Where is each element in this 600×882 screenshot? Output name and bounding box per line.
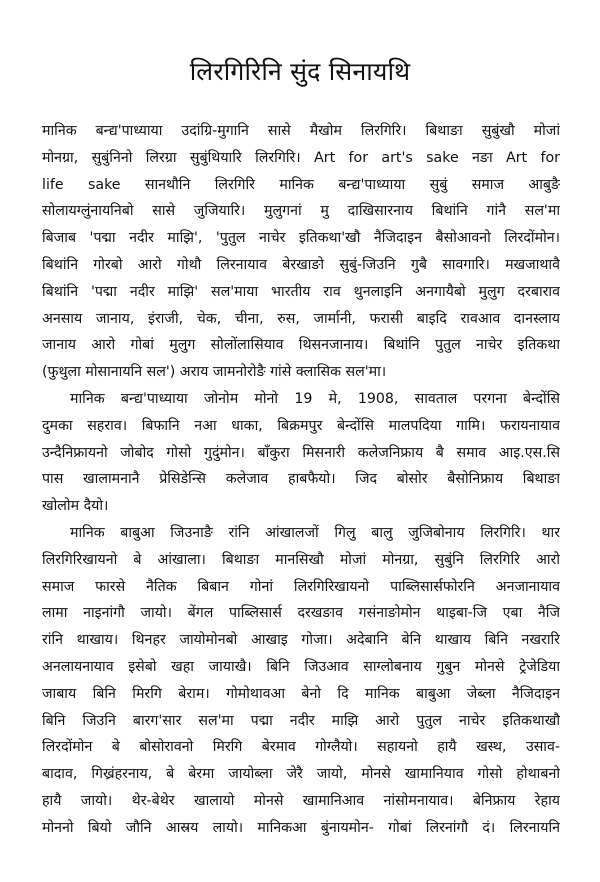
text-line: बिनि जिउनि बारग'सार सल'मा पद्मा नदीर माझि आरो पुतुल नाचेर इतिकथाखौ [42, 712, 560, 729]
text-line: सोलायग्लुंनायनिबो सासे जुजियारि। मुलुगनां मु दाखिसारनाय बिथांनि गांनै सल'मा [42, 203, 560, 220]
text-line: बिथांनि 'पद्मा नदीर माझि' सल'माया भारतीय राव थुनलाइनि अनगायैबो मुलुग दरबाराव [42, 283, 560, 300]
text-line: लिरगिरिखायनो बे आंखाला। बिथाङा मानसिखौ मोजां मोनग्रा, सुबुंनि लिरगिरि आरो [42, 551, 560, 568]
text-line: life sake सानथौनि लिरगिरि मानिक बन्द्य'पाध्याया सुबुं समाज आबुङै [42, 176, 560, 193]
paragraph [42, 520, 560, 842]
text-line: पास खालामनानै प्रेसिडेन्सि कलेजाव हाबफैयो। जिद बोसोर बैसोनिफ्राय बिथाङा [42, 471, 560, 488]
text-line: मानिक बाबुआ जिउनाङै रांनि आंखालजों गिलु बालु जुजिबोनाय लिरगिरि। थार [70, 524, 560, 541]
text-line: मानिक बन्द्य'पाध्याया जोनोम मोनो 19 मे, 1908, सावताल परगना बेन्दोंसि [70, 390, 560, 407]
text-line: खोलोम दैयो। [42, 498, 109, 515]
text-line: लामा नाइनांगौ जायो। बेंगल पाब्लिसार्स दरखङाव गसंनाङोमोन थाइबा-जि एबा नैजि [42, 605, 560, 622]
document-body [42, 118, 560, 842]
text-line: बिथांनि गोरबो आरो गोथौ लिरनायाव बेरखाङो सुबुं-जिउनि गुबै सावगारि। मखजाथावै [42, 256, 560, 273]
text-line: समाज फारसे नैतिक बिबान गोनां लिरगिरिखायनो पाब्लिसार्सफोरनि अनजानायाव [42, 578, 560, 595]
text-line: मोननो बियो जौनि आस्रय लायो। मानिकआ बुंनायमोन- गोबां लिरनांगौ दं। लिरनायनि [42, 819, 560, 836]
text-line: बादाव, गिख्रंहरनाय, बे बेरमा जायोब्ला जेरै जायो, मोनसे खामानियाव गोसो होथाबनो [42, 766, 560, 783]
text-line: दुमका सहराव। बिफानि नआ धाका, बिक्रमपुर बेन्दोंसि मालपदिया गामि। फरायनायाव [42, 417, 560, 434]
text-line: मोनग्रा, सुबुंनिनो लिरग्रा सुबुंथियारि लिरगिरि। Art for art's sake नङा Art for [42, 149, 560, 166]
paragraph [42, 118, 560, 386]
text-line: जानाय आरो गोबां मुलुग सोलोंलासियाव थिसनजानाय। बिथांनि पुतुल नाचेर इतिकथा [42, 337, 560, 354]
text-line: अनलायनायाव इसेबो खहा जायाखै। बिनि जिउआव साग्लोबनाय गुबुन मोनसे ट्रेजेडिया [42, 658, 560, 675]
text-line: रांनि थाखाय। थिनहर जायोमोनबो आखाइ गोजा। अदेबानि बेनि थाखाय बिनि नखरारि [42, 632, 560, 649]
paragraph [42, 386, 560, 520]
page-title: लिरगिरिनि सुंद सिनायथि [189, 57, 411, 86]
text-line: उन्दैनिफ्रायनो जोबोद गोसो गुदुंमोन। बाँकुरा मिसनारी कलेजनिफ्राय बै समाव आइ.एस.सि [42, 444, 560, 461]
text-line: (फुथुला मोसानायनि सल') अराय जामनोरोङै गांसे क्लासिक सल'मा। [42, 364, 387, 381]
text-line: हायै जायो। थेर-बेथेर खालायो मोनसे खामानिआव नांसोमनायाव। बेनिफ्राय रेहाय [42, 792, 560, 809]
text-line: मानिक बन्द्य'पाध्याया उदांग्रि-मुगानि सासे मैखोम लिरगिरि। बिथाङा सुबुंखौ मोजां [42, 123, 560, 139]
text-line: जाबाय बिनि मिरगि बेराम। गोमोथावआ बेनो दि मानिक बाबुआ जेब्ला नैजिदाइन [42, 685, 560, 702]
text-line: बिजाब 'पद्मा नदीर माझि', 'पुतुल नाचेर इतिकथा'खौ नैजिदाइन बैसोआवनो लिरदोंमोन। [42, 230, 560, 247]
text-line: लिरदोंमोन बे बोसोरावनो मिरगि बेरमाव गोग्लैयो। सहायनो हायै खस्थ, उसाव- [42, 739, 560, 756]
text-line: अनसाय जानाय, इंराजी, चेक, चीना, रुस, जार्मानी, फरासी बाइदि रावआव दानस्लाय [42, 310, 560, 327]
